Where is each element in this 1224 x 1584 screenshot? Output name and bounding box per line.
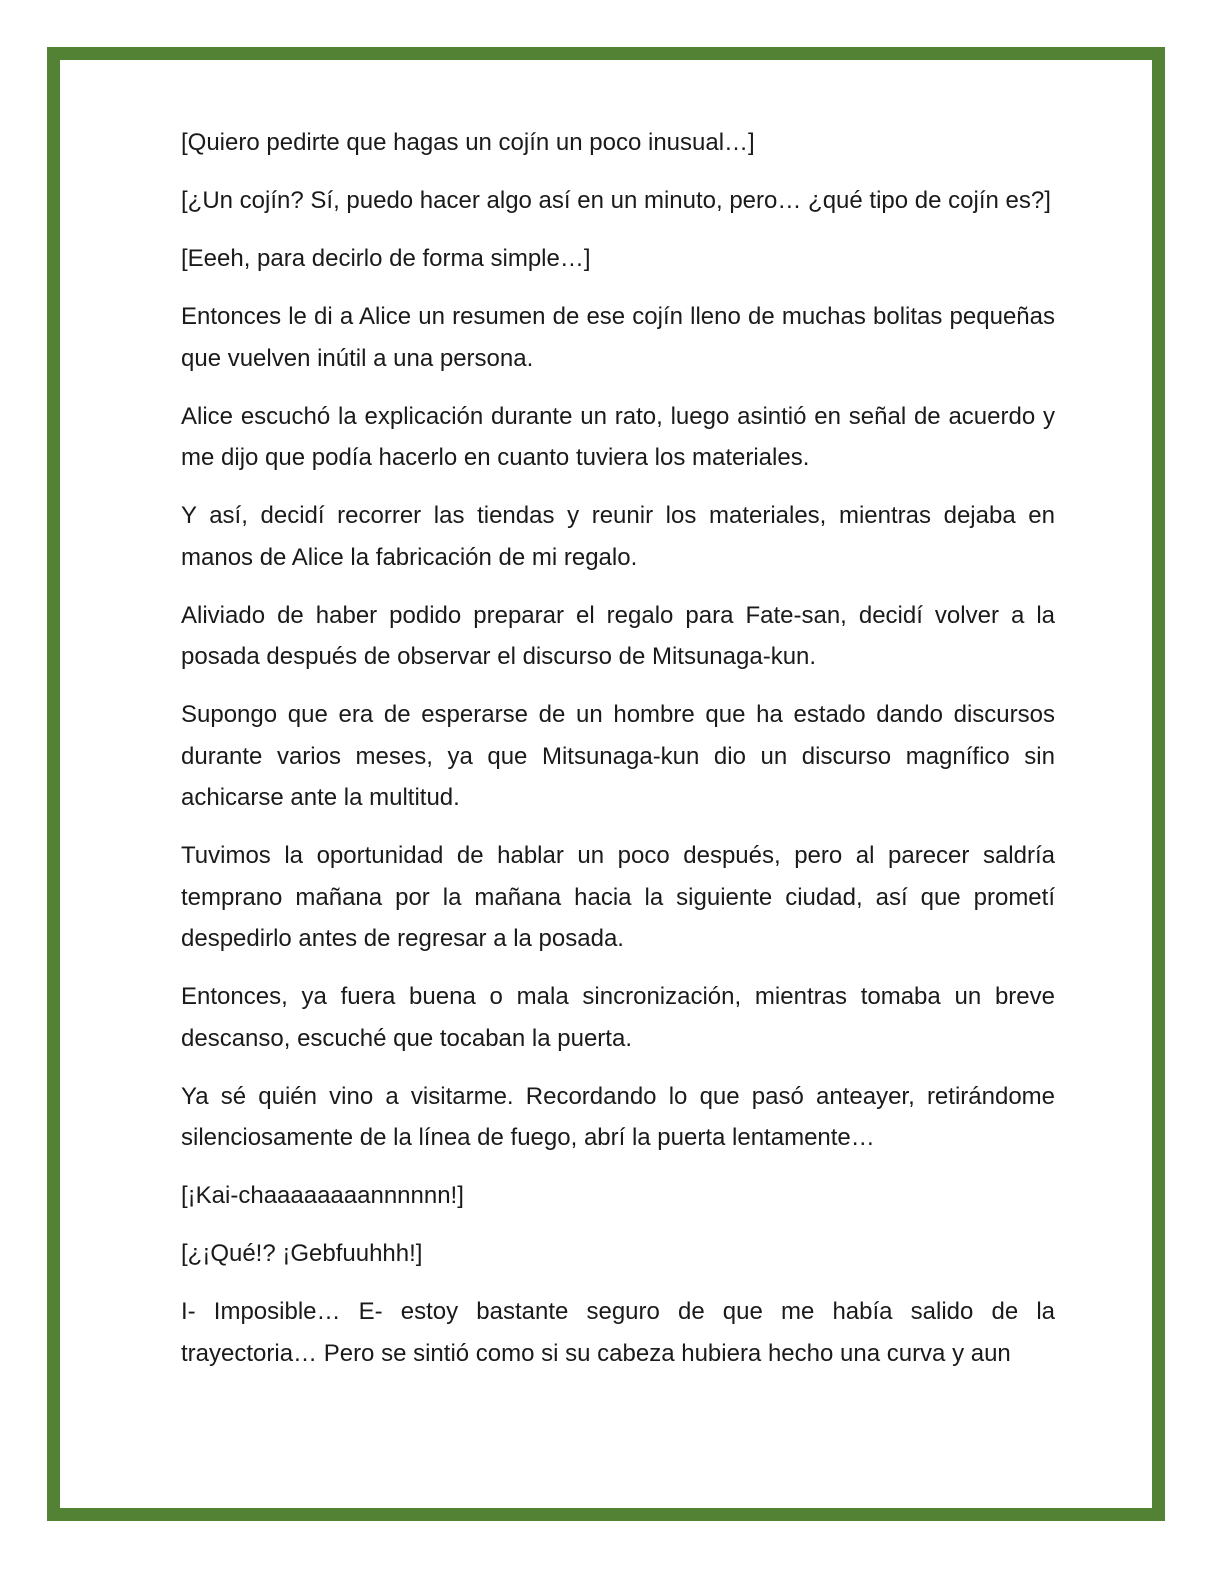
paragraph: [Quiero pedirte que hagas un cojín un poco inusual…]: [181, 129, 755, 156]
paragraph: Alice escuchó la explicación durante un rato, luego asintió en señal de acuerdo y me dijo que podía hacerlo en cuanto tuviera los materiales.: [181, 402, 1055, 471]
paragraph: Entonces le di a Alice un resumen de ese cojín lleno de muchas bolitas pequeñas que vuelven inútil a una persona.: [181, 303, 1055, 372]
paragraph: [¡Kai-chaaaaaaaannnnnn!]: [181, 1182, 464, 1209]
document-body: [181, 122, 1055, 1391]
paragraph: [¿¡Qué!? ¡Gebfuuhhh!]: [181, 1240, 423, 1267]
paragraph: Tuvimos la oportunidad de hablar un poco después, pero al parecer saldría temprano mañana por la mañana hacia la siguiente ciudad, así que prometí despedirlo antes de regresar a la posada.: [181, 842, 1055, 952]
page-border: [47, 47, 1165, 1521]
paragraph: Y así, decidí recorrer las tiendas y reunir los materiales, mientras dejaba en manos de Alice la fabricación de mi regalo.: [181, 502, 1055, 571]
paragraph: I- Imposible… E- estoy bastante seguro de que me había salido de la trayectoria… Pero se sintió como si su cabeza hubiera hecho una curva y aun: [181, 1298, 1055, 1367]
paragraph: Aliviado de haber podido preparar el regalo para Fate-san, decidí volver a la posada después de observar el discurso de Mitsunaga-kun.: [181, 601, 1055, 670]
paragraph: [¿Un cojín? Sí, puedo hacer algo así en un minuto, pero… ¿qué tipo de cojín es?]: [181, 187, 1051, 214]
paragraph: Ya sé quién vino a visitarme. Recordando lo que pasó anteayer, retirándome silenciosamente de la línea de fuego, abrí la puerta lentamente…: [181, 1082, 1055, 1151]
paragraph: Entonces, ya fuera buena o mala sincronización, mientras tomaba un breve descanso, escuché que tocaban la puerta.: [181, 983, 1055, 1052]
paragraph: [Eeeh, para decirlo de forma simple…]: [181, 245, 591, 272]
paragraph: Supongo que era de esperarse de un hombre que ha estado dando discursos durante varios meses, ya que Mitsunaga-kun dio un discurso magnífico sin achicarse ante la multitud.: [181, 701, 1055, 811]
